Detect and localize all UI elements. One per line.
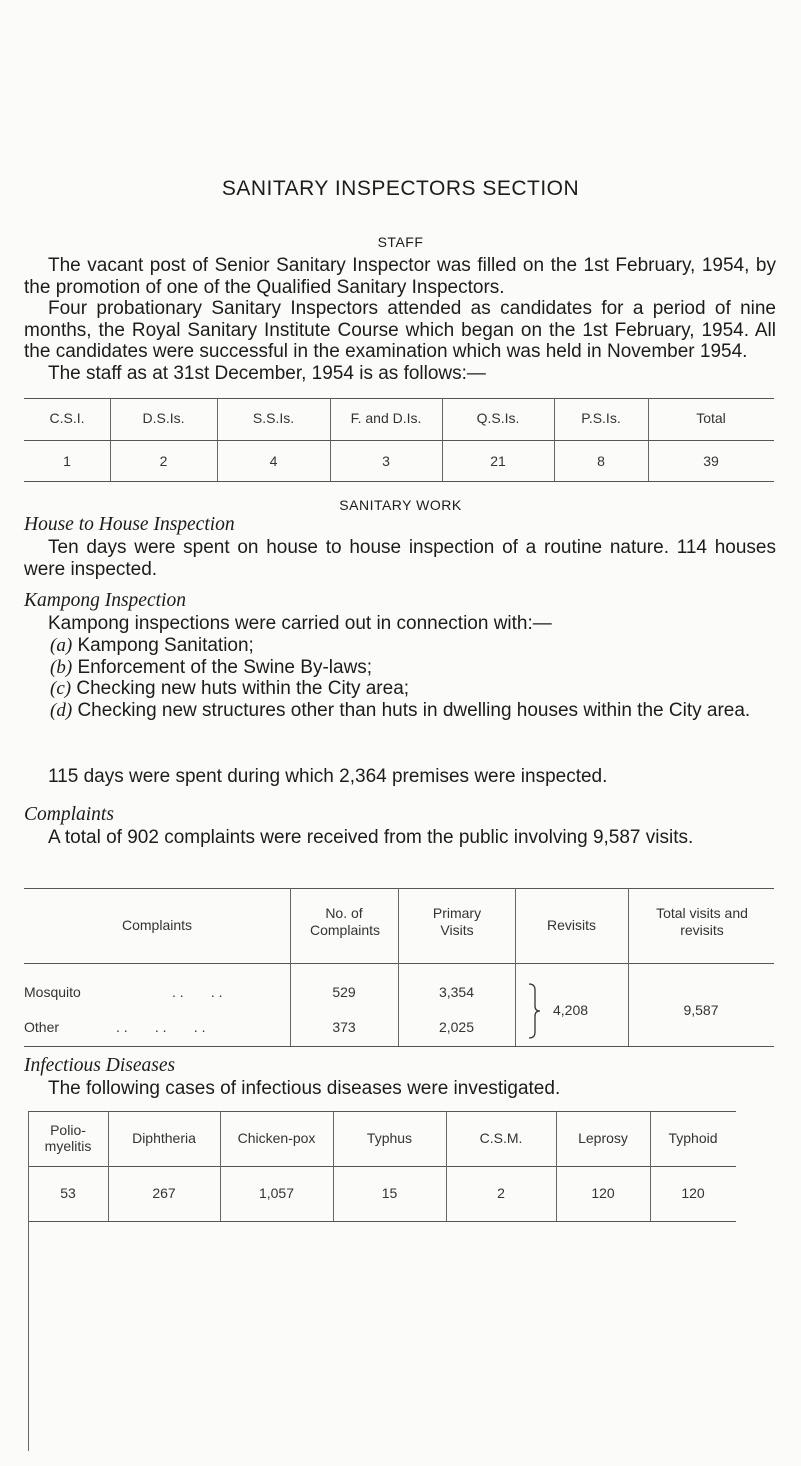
staff-header-ssis: S.S.Is.	[252, 410, 295, 426]
table-rule	[28, 1166, 736, 1167]
house-text	[24, 537, 776, 580]
table-rule	[110, 440, 217, 441]
disease-header-csm: C.S.M.	[479, 1130, 523, 1146]
work-heading: SANITARY WORK	[339, 497, 462, 513]
table-column-divider	[333, 1111, 334, 1221]
staff-header-total: Total	[696, 410, 726, 426]
complaint-row-other-name: Other	[24, 1019, 60, 1035]
page-title: SANITARY INSPECTORS SECTION	[221, 177, 580, 200]
table-rule	[442, 440, 554, 441]
table-rule	[24, 1046, 774, 1047]
disease-value-csm: 2	[497, 1185, 505, 1201]
table-rule	[330, 440, 442, 441]
table-rule	[24, 481, 774, 482]
complaint-row-mosquito-name: Mosquito	[24, 984, 81, 1000]
complaints-header-count: No. of Complaints	[310, 905, 381, 938]
infectious-text	[24, 1078, 776, 1100]
table-rule	[24, 398, 774, 399]
table-rule	[217, 440, 330, 441]
staff-value-total: 39	[703, 453, 719, 469]
disease-value-leprosy: 120	[591, 1185, 615, 1201]
complaints-header-total: Total visits and revisits	[656, 905, 748, 938]
table-column-divider	[650, 1111, 651, 1221]
disease-header-typhus: Typhus	[366, 1130, 413, 1146]
complaints-header-revisits: Revisits	[546, 917, 596, 933]
house-paragraph: Ten days were spent on house to house inspection of a routine nature. 114 houses were inspected.	[24, 537, 776, 580]
staff-value-qsis: 21	[490, 453, 506, 469]
kampong-list	[24, 635, 776, 721]
staff-section-text	[24, 255, 776, 385]
kampong-summary	[24, 766, 776, 788]
table-rule	[648, 440, 774, 441]
staff-header-dsis: D.S.Is.	[142, 410, 185, 426]
complaints-header-primary: Primary Visits	[432, 905, 482, 938]
kampong-heading: Kampong Inspection	[24, 590, 186, 611]
infectious-paragraph: The following cases of infectious diseases were investigated.	[48, 1078, 561, 1099]
staff-value-csi: 1	[63, 453, 71, 469]
staff-value-fdis: 3	[382, 453, 390, 469]
table-rule	[554, 440, 648, 441]
staff-value-dsis: 2	[159, 453, 168, 469]
table-column-divider	[108, 1111, 109, 1221]
list-item: (d) Checking new structures other than huts in dwelling houses within the City area.	[50, 699, 751, 721]
complaints-grand-total: 9,587	[683, 1002, 719, 1018]
complaints-heading: Complaints	[24, 804, 114, 825]
house-heading: House to House Inspection	[24, 514, 235, 535]
staff-value-ssis: 4	[269, 453, 278, 469]
staff-paragraph: Four probationary Sanitary Inspectors attended as candidates for a period of nine months, the Royal Sanitary Institute Course which began on the 1st February, 1954. All the candidates were successful in the examination which was held in November 1954.	[24, 298, 776, 363]
complaint-row-mosquito-count: 529	[332, 984, 356, 1000]
complaints-text	[24, 827, 776, 849]
complaint-row-other-count: 373	[332, 1019, 356, 1035]
kampong-intro	[24, 613, 776, 635]
disease-header-leprosy: Leprosy	[578, 1130, 628, 1146]
disease-value-chickenpox: 1,057	[258, 1185, 295, 1201]
list-item: (c) Checking new huts within the City area;	[50, 678, 410, 700]
disease-header-typhoid: Typhoid	[668, 1130, 718, 1146]
table-column-divider	[515, 888, 516, 1046]
brace-icon	[526, 982, 542, 1040]
kampong-summary-paragraph: 115 days were spent during which 2,364 premises were inspected.	[48, 766, 608, 787]
staff-heading: STAFF	[377, 234, 424, 250]
complaint-row-mosquito-primary: 3,354	[438, 984, 475, 1000]
table-rule	[24, 963, 774, 964]
complaints-revisits-total: 4,208	[553, 1002, 589, 1018]
table-rule	[28, 1111, 736, 1112]
table-rule	[24, 440, 110, 441]
staff-header-fdis: F. and D.Is.	[350, 410, 422, 426]
page-edge-line	[28, 1111, 29, 1451]
staff-header-csi: C.S.I.	[49, 410, 85, 426]
staff-value-psis: 8	[597, 453, 605, 469]
table-column-divider	[446, 1111, 447, 1221]
table-rule	[24, 888, 774, 889]
complaints-header-type: Complaints	[121, 917, 193, 933]
complaint-row-other-leader: . . . . . .	[116, 1019, 206, 1035]
disease-value-typhus: 15	[381, 1185, 398, 1201]
table-column-divider	[628, 888, 629, 1046]
complaint-row-mosquito-leader: . . . .	[172, 984, 223, 1000]
disease-header-chickenpox: Chicken-pox	[237, 1130, 316, 1146]
table-rule	[28, 1221, 736, 1222]
staff-header-qsis: Q.S.Is.	[476, 410, 520, 426]
disease-value-polio: 53	[60, 1185, 76, 1201]
list-item: (a) Kampong Sanitation;	[50, 635, 254, 656]
disease-header-diphtheria: Diphtheria	[132, 1130, 196, 1146]
kampong-intro-paragraph: Kampong inspections were carried out in connection with:—	[48, 613, 552, 634]
complaints-paragraph: A total of 902 complaints were received from the public involving 9,587 visits.	[48, 827, 694, 848]
staff-paragraph: The staff as at 31st December, 1954 is as follows:—	[48, 362, 486, 384]
staff-header-psis: P.S.Is.	[581, 410, 621, 426]
table-column-divider	[220, 1111, 221, 1221]
disease-value-typhoid: 120	[681, 1185, 705, 1201]
disease-header-polio: Polio-myelitis	[44, 1122, 92, 1154]
staff-paragraph: The vacant post of Senior Sanitary Inspector was filled on the 1st February, 1954, by the promotion of one of the Qualified Sanitary Inspectors.	[24, 255, 776, 298]
disease-value-diphtheria: 267	[152, 1185, 176, 1201]
table-column-divider	[556, 1111, 557, 1221]
infectious-heading: Infectious Diseases	[24, 1055, 176, 1076]
complaint-row-other-primary: 2,025	[438, 1019, 475, 1035]
list-item: (b) Enforcement of the Swine By-laws;	[50, 656, 373, 678]
